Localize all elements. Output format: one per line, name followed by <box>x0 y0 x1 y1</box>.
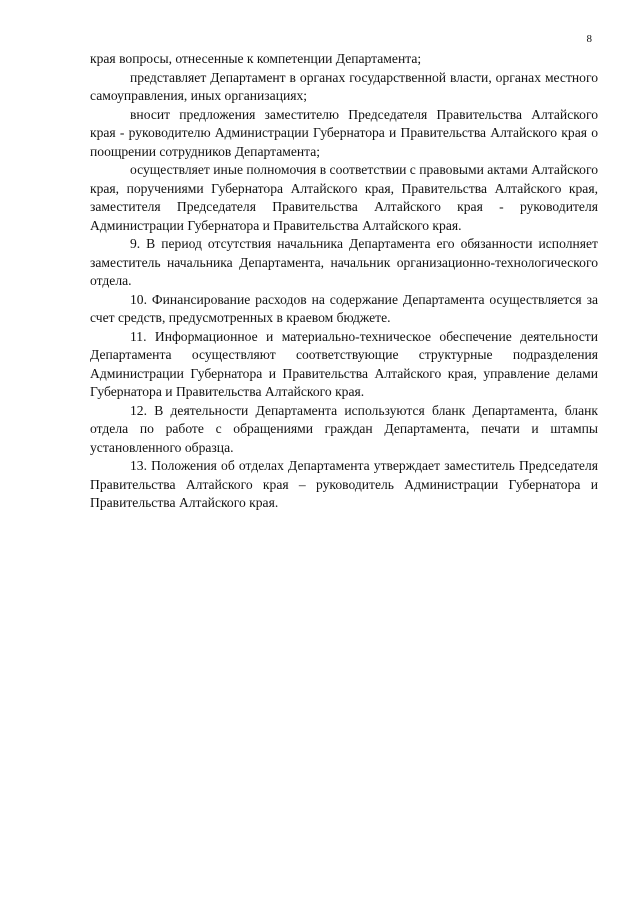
paragraph-represents-department: представляет Департамент в органах государственной власти, органах местного самоуправления, иных организациях; <box>90 69 598 103</box>
paragraph-item-11: 11. Информационное и материально-техническое обеспечение деятельности Департамента осуществляют соответствующие структурные подразделения Администрации Губернатора и Правительства Алтайского края, управление делами Губернатора и Правительства Алтайского края. <box>90 328 598 399</box>
page-number: 8 <box>586 33 592 45</box>
paragraph-item-12: 12. В деятельности Департамента используются бланк Департамента, бланк отдела по работе с обращениями граждан Департамента, печати и штампы установленного образца. <box>90 402 598 455</box>
paragraph-submits-proposals: вносит предложения заместителю Председателя Правительства Алтайского края - руководителю Администрации Губернатора и Правительства Алтайского края о поощрении сотрудников Департамента; <box>90 106 598 159</box>
document-body <box>90 50 598 513</box>
paragraph-other-powers: осуществляет иные полномочия в соответствии с правовыми актами Алтайского края, поручениями Губернатора Алтайского края, Правительства Алтайского края, заместителя Председателя Правительства Алтайского края - руководителя Администрации Губернатора и Правительства Алтайского края. <box>90 162 598 233</box>
paragraph-item-13: 13. Положения об отделах Департамента утверждает заместитель Председателя Правительства Алтайского края – руководитель Администрации Губернатора и Правительства Алтайского края. <box>90 458 598 510</box>
paragraph-item-9: 9. В период отсутствия начальника Департамента его обязанности исполняет заместитель начальника Департамента, начальник организационно-технологического отдела. <box>90 236 598 288</box>
paragraph-item-10: 10. Финансирование расходов на содержание Департамента осуществляется за счет средств, предусмотренных в краевом бюджете. <box>90 291 598 325</box>
paragraph-continuation: края вопросы, отнесенные к компетенции Департамента; <box>90 51 422 66</box>
